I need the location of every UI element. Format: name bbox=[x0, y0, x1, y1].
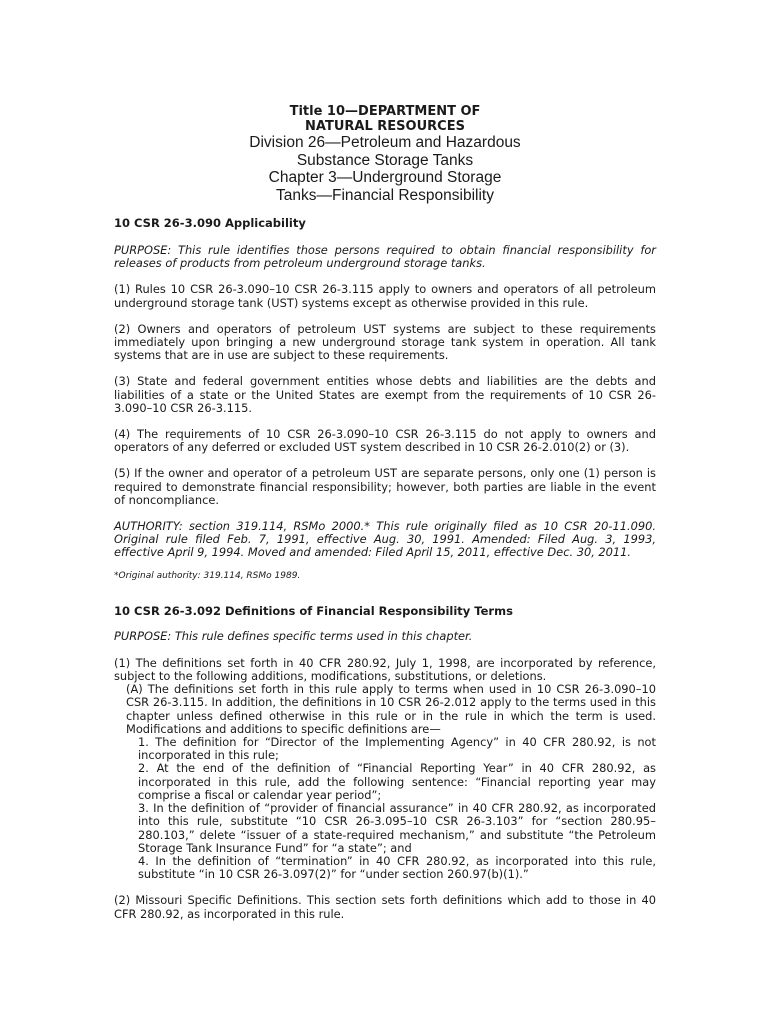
rule1-paragraph-1: (1) Rules 10 CSR 26-3.090–10 CSR 26-3.115 apply to owners and operators of all petroleum underground storage tank (UST) systems except as otherwise provided in this rule. bbox=[114, 282, 656, 310]
rule2-subsection-a: (A) The definitions set forth in this rule apply to terms when used in 10 CSR 26-3.090–10 CSR 26-3.115. In addition, the definitions in 10 CSR 26-2.012 apply to the terms used in this chapter unless defined otherwise in this rule or in the rule in which the term is used. Modifications and additions to specific definitions are— bbox=[126, 682, 656, 736]
rule1-paragraph-2: (2) Owners and operators of petroleum UST systems are subject to these requirements immediately upon bringing a new underground storage tank system in operation. All tank systems that are in use are subject to these requirements. bbox=[114, 321, 656, 363]
division-line-2: Substance Storage Tanks bbox=[296, 151, 474, 169]
rule2-item-1: 1. The definition for “Director of the Implementing Agency” in 40 CFR 280.92, is not incorporated in this rule; bbox=[138, 735, 656, 763]
chapter-line-2: Tanks—Financial Responsibility bbox=[276, 186, 494, 204]
rule1-purpose: PURPOSE: This rule identifies those persons required to obtain financial responsibility for releases of products from petroleum underground storage tanks. bbox=[114, 243, 656, 271]
rule1-authority: AUTHORITY: section 319.114, RSMo 2000.* This rule originally filed as 10 CSR 20-11.090. Original rule filed Feb. 7, 1991, effective Aug. 30, 1991. Amended: Filed Aug. 3, 1993, effective April 9, 1994. Moved and amended: Filed April 15, 2011, effective Dec. 30, 2011. bbox=[114, 519, 656, 560]
rule1-paragraph-4: (4) The requirements of 10 CSR 26-3.090–10 CSR 26-3.115 do not apply to owners and operators of any deferred or excluded UST system described in 10 CSR 26-2.010(2) or (3). bbox=[114, 427, 656, 455]
rule1-paragraph-3: (3) State and federal government entities whose debts and liabilities are the debts and liabilities of a state or the United States are exempt from the requirements of 10 CSR 26-3.090–10 CSR 26-3.115. bbox=[114, 374, 656, 415]
rule2-heading: 10 CSR 26-3.092 Definitions of Financial Responsibility Terms bbox=[114, 603, 513, 618]
rule2-item-3: 3. In the definition of “provider of financial assurance” in 40 CFR 280.92, as incorporated into this rule, substitute “10 CSR 26-3.095–10 CSR 26-3.103” for “section 280.95–280.103,” delete “issuer of a state-required mechanism,” and substitute “the Petroleum Storage Tank Insurance Fund” for “a state”; and bbox=[138, 801, 656, 855]
rule1-paragraph-5: (5) If the owner and operator of a petroleum UST are separate persons, only one (1) person is required to demonstrate financial responsibility; however, both parties are liable in the event of noncompliance. bbox=[114, 466, 656, 507]
document-page bbox=[114, 104, 656, 921]
rule2-purpose: PURPOSE: This rule defines specific terms used in this chapter. bbox=[114, 628, 473, 643]
rule2-paragraph-2: (2) Missouri Specific Definitions. This section sets forth definitions which add to those in 40 CFR 280.92, as incorporated in this rule. bbox=[114, 893, 656, 921]
rule2-item-2: 2. At the end of the definition of “Financial Reporting Year” in 40 CFR 280.92, as incorporated in this rule, add the following sentence: “Financial reporting year may comprise a fiscal or calendar year period”; bbox=[138, 761, 656, 802]
rule2-item-4: 4. In the definition of “termination” in 40 CFR 280.92, as incorporated into this rule, substitute “in 10 CSR 26-3.097(2)” for “under section 260.97(b)(1).” bbox=[138, 853, 656, 882]
title-block bbox=[114, 104, 656, 204]
rule1-heading: 10 CSR 26-3.090 Applicability bbox=[114, 216, 306, 230]
title-line-2: NATURAL RESOURCES bbox=[305, 119, 465, 134]
title-line-1: Title 10—DEPARTMENT OF bbox=[289, 104, 481, 119]
division-line-1: Division 26—Petroleum and Hazardous bbox=[249, 134, 521, 151]
chapter-line-1: Chapter 3—Underground Storage bbox=[268, 169, 502, 186]
rule2-paragraph-1: (1) The definitions set forth in 40 CFR 280.92, July 1, 1998, are incorporated by reference, subject to the following additions, modifications, substitutions, or deletions. bbox=[114, 655, 656, 684]
rule1-footnote: *Original authority: 319.114, RSMo 1989. bbox=[114, 570, 301, 581]
